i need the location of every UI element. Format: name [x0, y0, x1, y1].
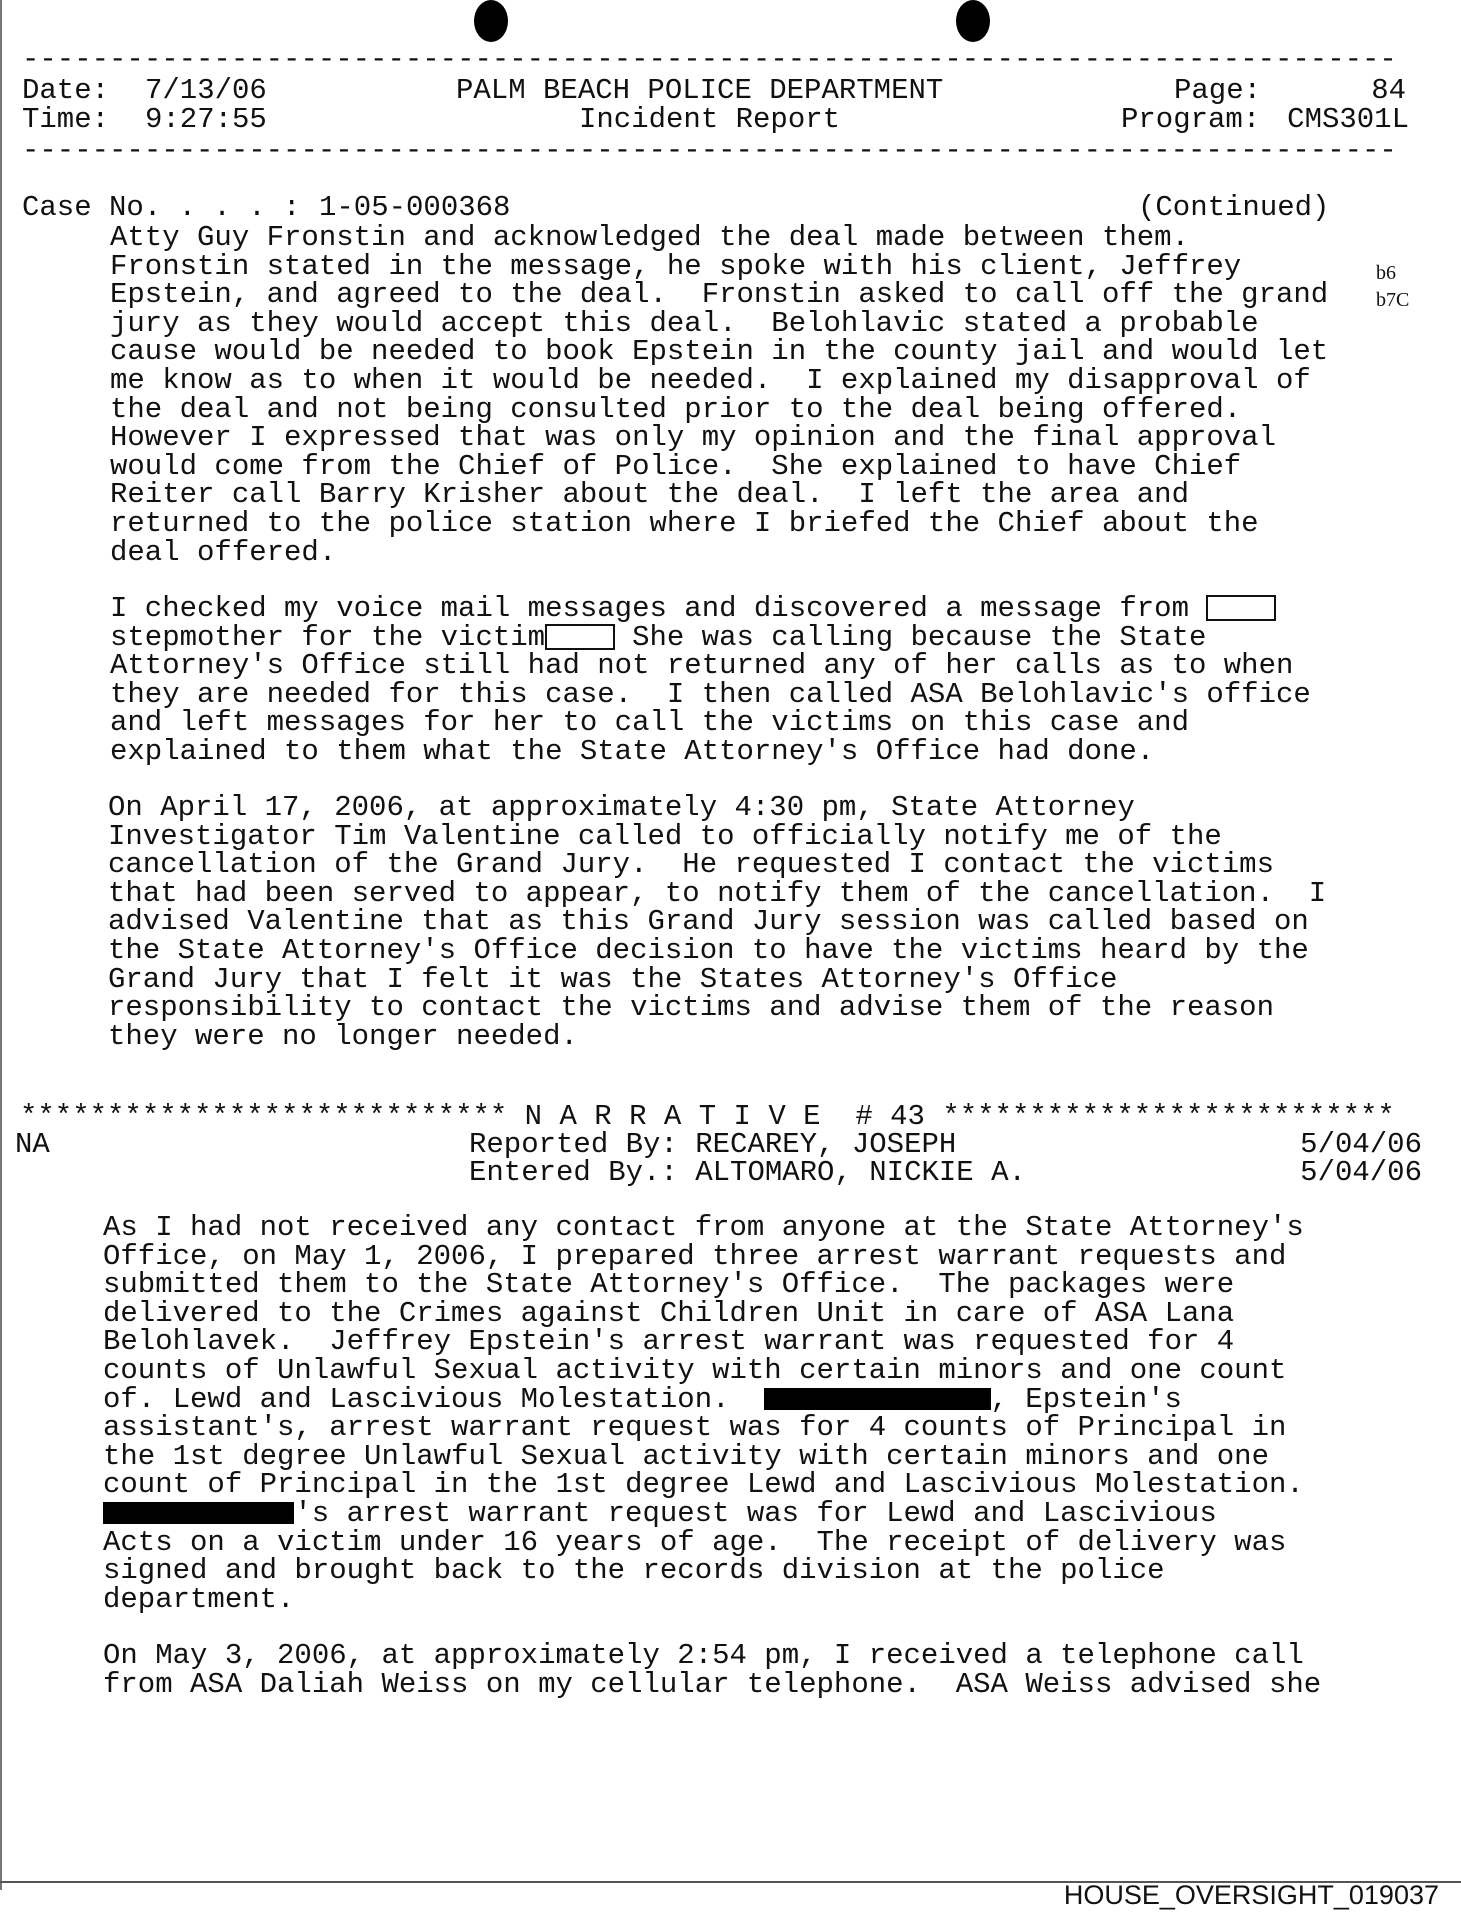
text-line: jury as they would accept this deal. Belohlavic stated a probable [110, 306, 1259, 340]
page-label: Page: [1174, 74, 1262, 107]
text-line: that had been served to appear, to notify them of the cancellation. I [108, 876, 1327, 910]
text-line: Office, on May 1, 2006, I prepared three arrest warrant requests and [103, 1239, 1287, 1273]
text-line: the deal and not being consulted prior to the deal being offered. [110, 392, 1242, 426]
agency-name: PALM BEACH POLICE DEPARTMENT [456, 74, 944, 107]
case-label: Case No. . . . : [22, 191, 301, 224]
text-line: explained to them what the State Attorney's Office had done. [110, 734, 1155, 768]
continued-label: (Continued) [1138, 191, 1330, 224]
text-line: Fronstin stated in the message, he spoke with his client, Jeffrey [110, 249, 1242, 283]
page-number: 84 [1371, 74, 1406, 107]
text-line: they are needed for this case. I then called ASA Belohlavic's office [110, 677, 1311, 711]
text-line: responsibility to contact the victims and advise them of the reason [108, 991, 1274, 1025]
text-line: On May 3, 2006, at approximately 2:54 pm, I received a telephone call [103, 1639, 1304, 1672]
text-line: Epstein, and agreed to the deal. Fronstin asked to call off the grand [110, 278, 1329, 312]
text-line: they were no longer needed. [108, 1019, 578, 1053]
text-line: submitted them to the State Attorney's Office. The packages were [103, 1268, 1235, 1302]
text-line: However I expressed that was only my opinion and the final approval [110, 421, 1276, 455]
reported-date: 5/04/06 [1300, 1128, 1422, 1161]
narrative-code: NA [15, 1128, 50, 1161]
text-line: count of Principal in the 1st degree Lewd and Lascivious Molestation. [103, 1468, 1304, 1502]
text-line: the State Attorney's Office decision to have the victims heard by the [108, 933, 1309, 967]
text-line: As I had not received any contact from anyone at the State Attorney's [103, 1211, 1304, 1244]
text-line: from ASA Daliah Weiss on my cellular telephone. ASA Weiss advised she [103, 1667, 1322, 1701]
text-line: Grand Jury that I felt it was the States Attorney's Office [108, 962, 1118, 996]
punch-hole [956, 0, 990, 42]
text-line: would come from the Chief of Police. She explained to have Chief [110, 449, 1242, 483]
case-number: 1-05-000368 [319, 191, 511, 224]
text-line: Belohlavek. Jeffrey Epstein's arrest warrant was requested for 4 [103, 1325, 1235, 1359]
text-line: deal offered. [110, 535, 337, 569]
text-line: I checked my voice mail messages and discovered a message from [[B:4]] [110, 595, 1311, 624]
text-line: me know as to when it would be needed. I explained my disapproval of [110, 363, 1311, 397]
text-line: Acts on a victim under 16 years of age. The receipt of delivery was [103, 1525, 1287, 1559]
report-date: 7/13/06 [145, 74, 267, 107]
text-line: counts of Unlawful Sexual activity with certain minors and one count [103, 1353, 1287, 1387]
entered-date: 5/04/06 [1300, 1156, 1422, 1189]
text-line: the 1st degree Unlawful Sexual activity with certain minors and one [103, 1439, 1269, 1473]
text-line: advised Valentine that as this Grand Jury session was called based on [108, 905, 1309, 939]
redaction-box: [[B:4]] [1206, 595, 1276, 621]
text-line: department. [103, 1582, 295, 1616]
date-label: Date: [22, 74, 110, 107]
redaction-bar: [[R:11]] [103, 1502, 294, 1524]
text-line: of. Lewd and Lascivious Molestation. [[R:13]] , Epstein's [103, 1382, 1182, 1416]
entered-by: Entered By.: ALTOMARO, NICKIE A. [469, 1156, 1026, 1189]
redaction-bar: [[R:13]] [764, 1388, 990, 1410]
text-line: stepmother for the victim [[B:4]] She was calling because the State [110, 620, 1207, 654]
paragraph [103, 1211, 1304, 1616]
program-code: CMS301L [1287, 103, 1409, 136]
paragraph [110, 221, 1329, 569]
text-line: assistant's, arrest warrant request was for 4 counts of Principal in [103, 1411, 1287, 1445]
text-line: [[R:11]] 's arrest warrant request was for Lewd and Lascivious [103, 1496, 1217, 1530]
program-label: Program: [1121, 103, 1261, 136]
time-label: Time: [22, 103, 110, 136]
text-line: delivered to the Crimes against Children Unit in care of ASA Lana [103, 1296, 1235, 1330]
bates-number: HOUSE_OVERSIGHT_019037 [1063, 1880, 1439, 1910]
header-rule-bottom: ------------------------------------------------------------------------------- [22, 134, 1397, 167]
text-line: and left messages for her to call the victims on this case and [110, 706, 1189, 740]
report-time: 9:27:55 [145, 103, 267, 136]
redaction-box: [[B:4]] [545, 624, 615, 650]
paragraph [110, 592, 1311, 768]
text-line: cancellation of the Grand Jury. He requested I contact the victims [108, 848, 1274, 882]
page-edge [0, 0, 2, 1890]
exemption-note: b6 [1376, 262, 1396, 284]
narrative-banner: **************************** N A R R A T I V E # 43 ************************** [20, 1100, 1395, 1133]
paragraph [103, 1639, 1322, 1701]
paragraph [108, 791, 1327, 1053]
text-line: Atty Guy Fronstin and acknowledged the deal made between them. [110, 221, 1189, 254]
text-line: On April 17, 2006, at approximately 4:30 pm, State Attorney [108, 791, 1135, 824]
text-line: Attorney's Office still had not returned any of her calls as to when [110, 649, 1294, 683]
text-line: Reiter call Barry Krisher about the deal. I left the area and [110, 478, 1189, 512]
exemption-note: b7C [1376, 289, 1410, 311]
header-rule-top: ------------------------------------------------------------------------------- [22, 43, 1397, 76]
report-type: Incident Report [579, 103, 841, 136]
text-line: returned to the police station where I briefed the Chief about the [110, 506, 1259, 540]
text-line: cause would be needed to book Epstein in the county jail and would let [110, 335, 1329, 369]
reported-by: Reported By: RECAREY, JOSEPH [469, 1128, 957, 1161]
text-line: signed and brought back to the records division at the police [103, 1554, 1165, 1588]
text-line: Investigator Tim Valentine called to officially notify me of the [108, 819, 1222, 853]
punch-hole [474, 0, 508, 42]
